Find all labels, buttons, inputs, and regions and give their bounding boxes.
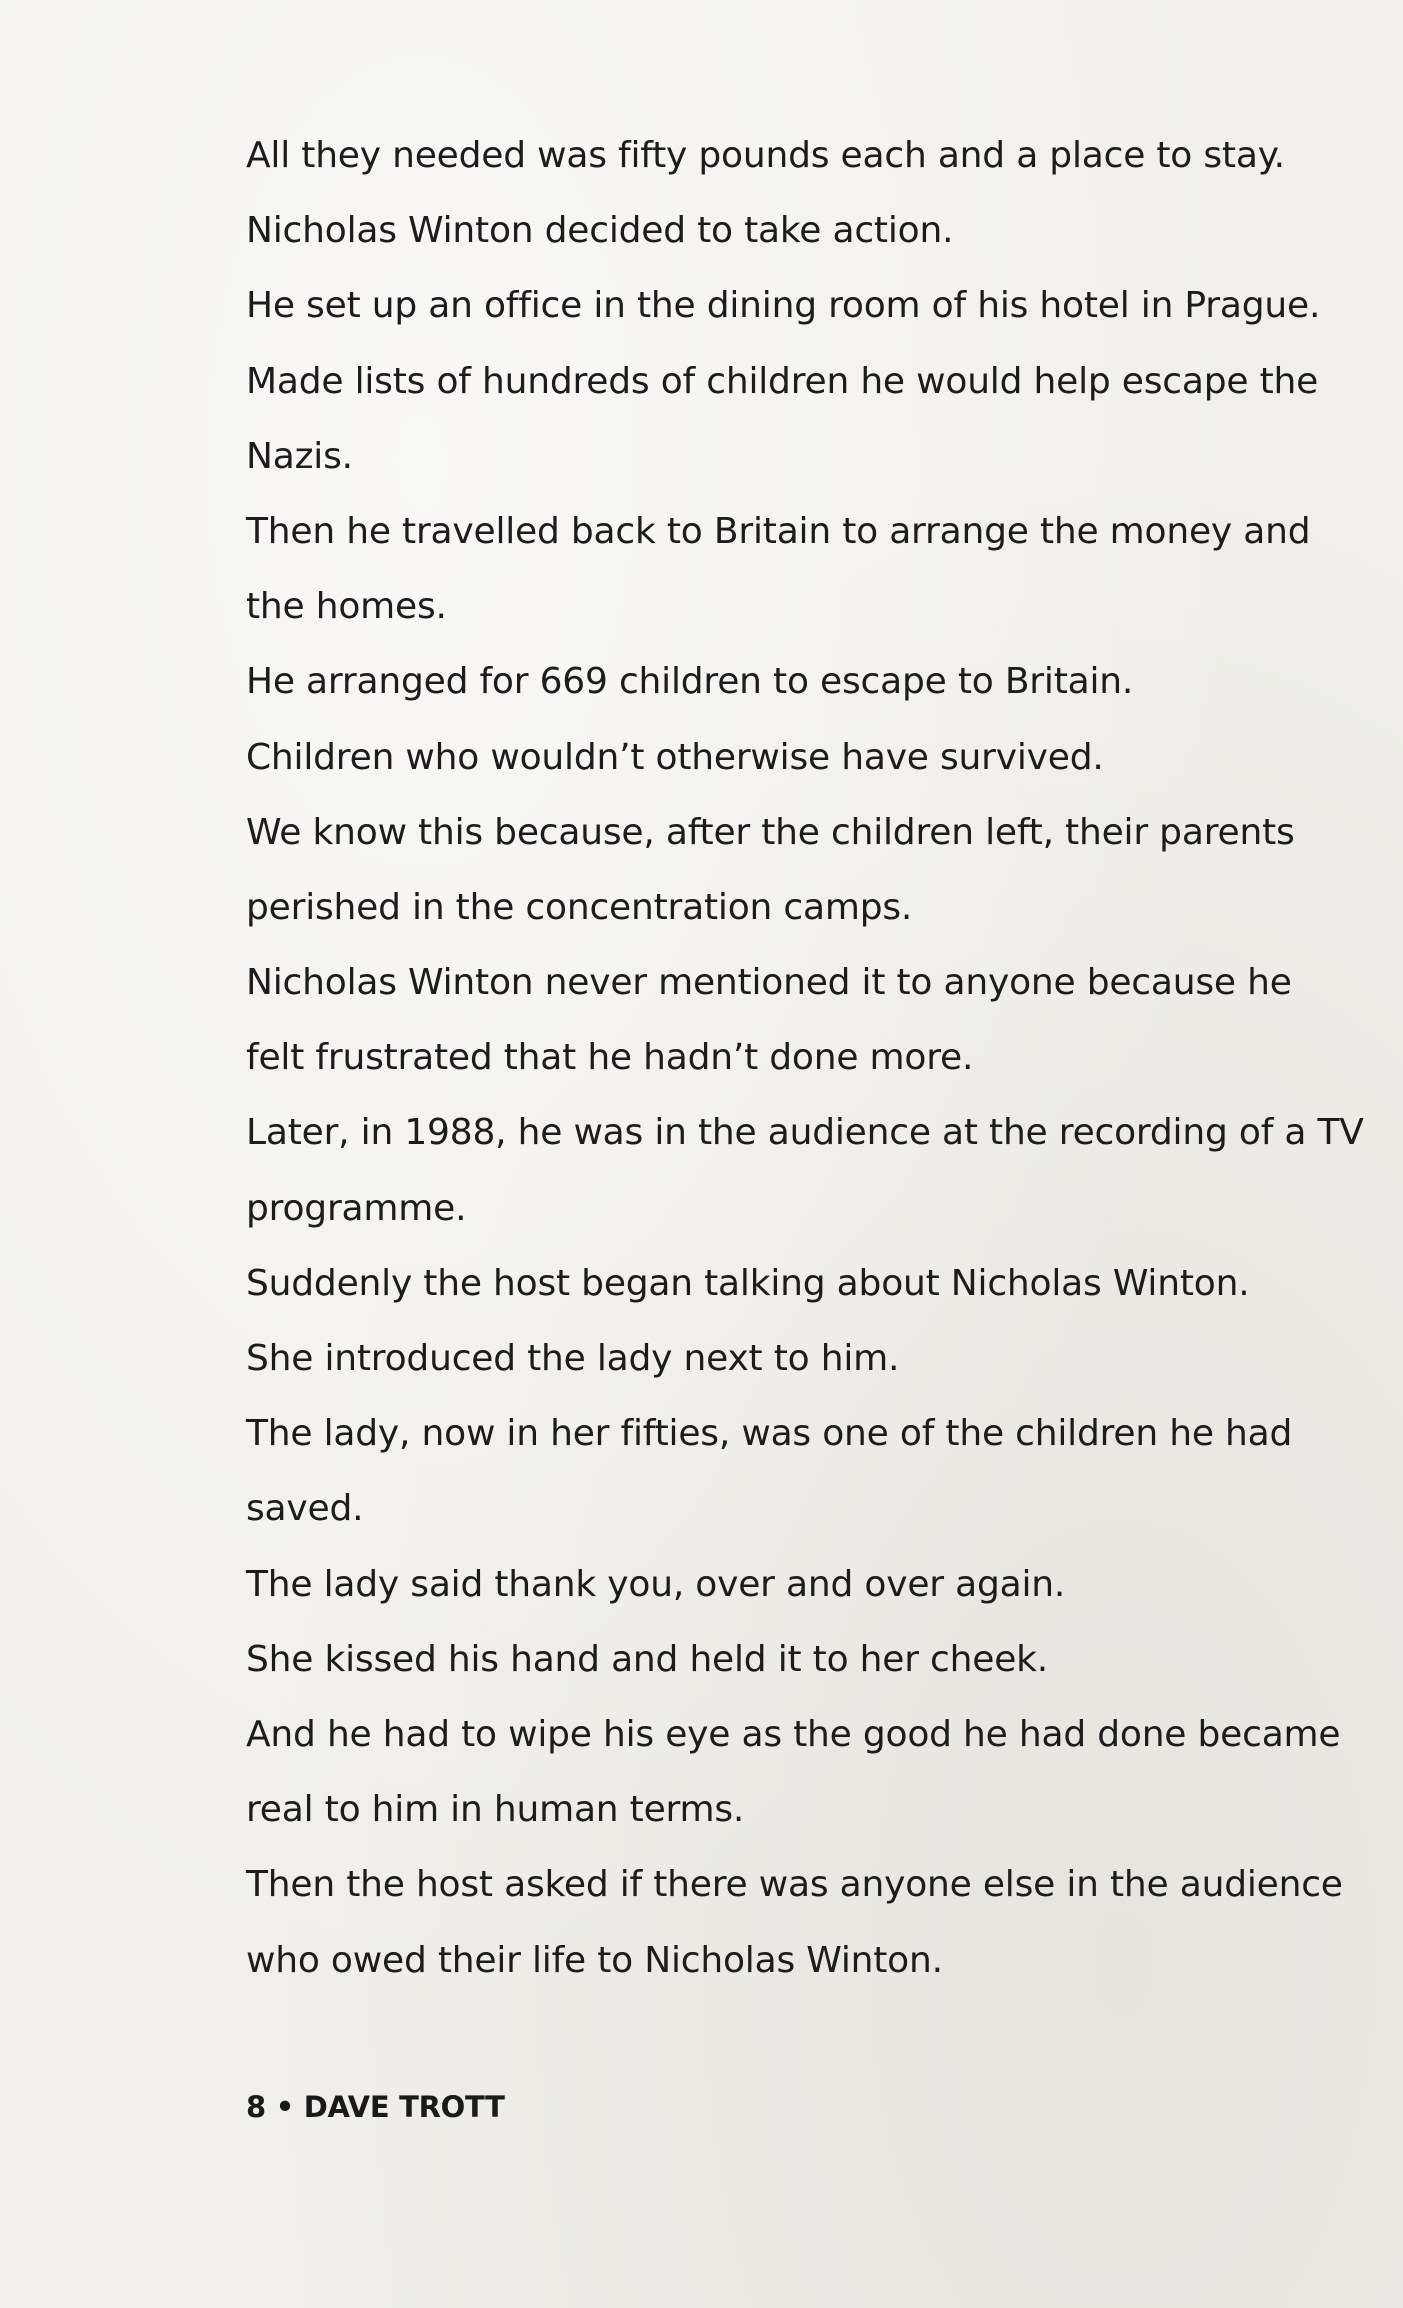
text-line: Nicholas Winton never mentioned it to anyone because he <box>246 962 1292 1004</box>
text-line: He arranged for 669 children to escape to Britain. <box>246 661 1134 703</box>
text-line: real to him in human terms. <box>246 1789 745 1831</box>
text-line: perished in the concentration camps. <box>246 886 913 928</box>
footer-separator: • <box>275 2090 294 2124</box>
text-line: Suddenly the host began talking about Nicholas Winton. <box>246 1262 1250 1304</box>
text-line: He set up an office in the dining room of his hotel in Prague. <box>246 285 1321 327</box>
text-line: the homes. <box>246 586 447 628</box>
text-line: And he had to wipe his eye as the good he had done became <box>246 1713 1341 1755</box>
page-number: 8 <box>246 2090 266 2124</box>
text-line: The lady said thank you, over and over again. <box>246 1563 1066 1605</box>
page-footer <box>246 2090 505 2124</box>
text-line: Then he travelled back to Britain to arrange the money and <box>246 510 1311 552</box>
text-line: All they needed was fifty pounds each and a place to stay. <box>246 135 1285 176</box>
text-line: She introduced the lady next to him. <box>246 1338 900 1379</box>
text-line: Children who wouldn’t otherwise have survived. <box>246 736 1104 778</box>
text-line: Nazis. <box>246 435 353 477</box>
text-line: felt frustrated that he hadn’t done more. <box>246 1037 974 1079</box>
text-line: We know this because, after the children left, their parents <box>246 811 1295 853</box>
text-line: programme. <box>246 1187 467 1229</box>
text-line: who owed their life to Nicholas Winton. <box>246 1939 943 1981</box>
text-line: saved. <box>246 1488 364 1530</box>
author-name: DAVE TROTT <box>303 2090 505 2124</box>
text-line: Later, in 1988, he was in the audience at the recording of a TV <box>246 1112 1364 1154</box>
text-line: Nicholas Winton decided to take action. <box>246 210 954 252</box>
text-line: Then the host asked if there was anyone else in the audience <box>246 1864 1343 1906</box>
text-line: She kissed his hand and held it to her cheek. <box>246 1638 1049 1680</box>
text-line: The lady, now in her fifties, was one of the children he had <box>246 1413 1293 1455</box>
body-text <box>246 118 1366 1998</box>
text-line: Made lists of hundreds of children he would help escape the <box>246 360 1319 402</box>
